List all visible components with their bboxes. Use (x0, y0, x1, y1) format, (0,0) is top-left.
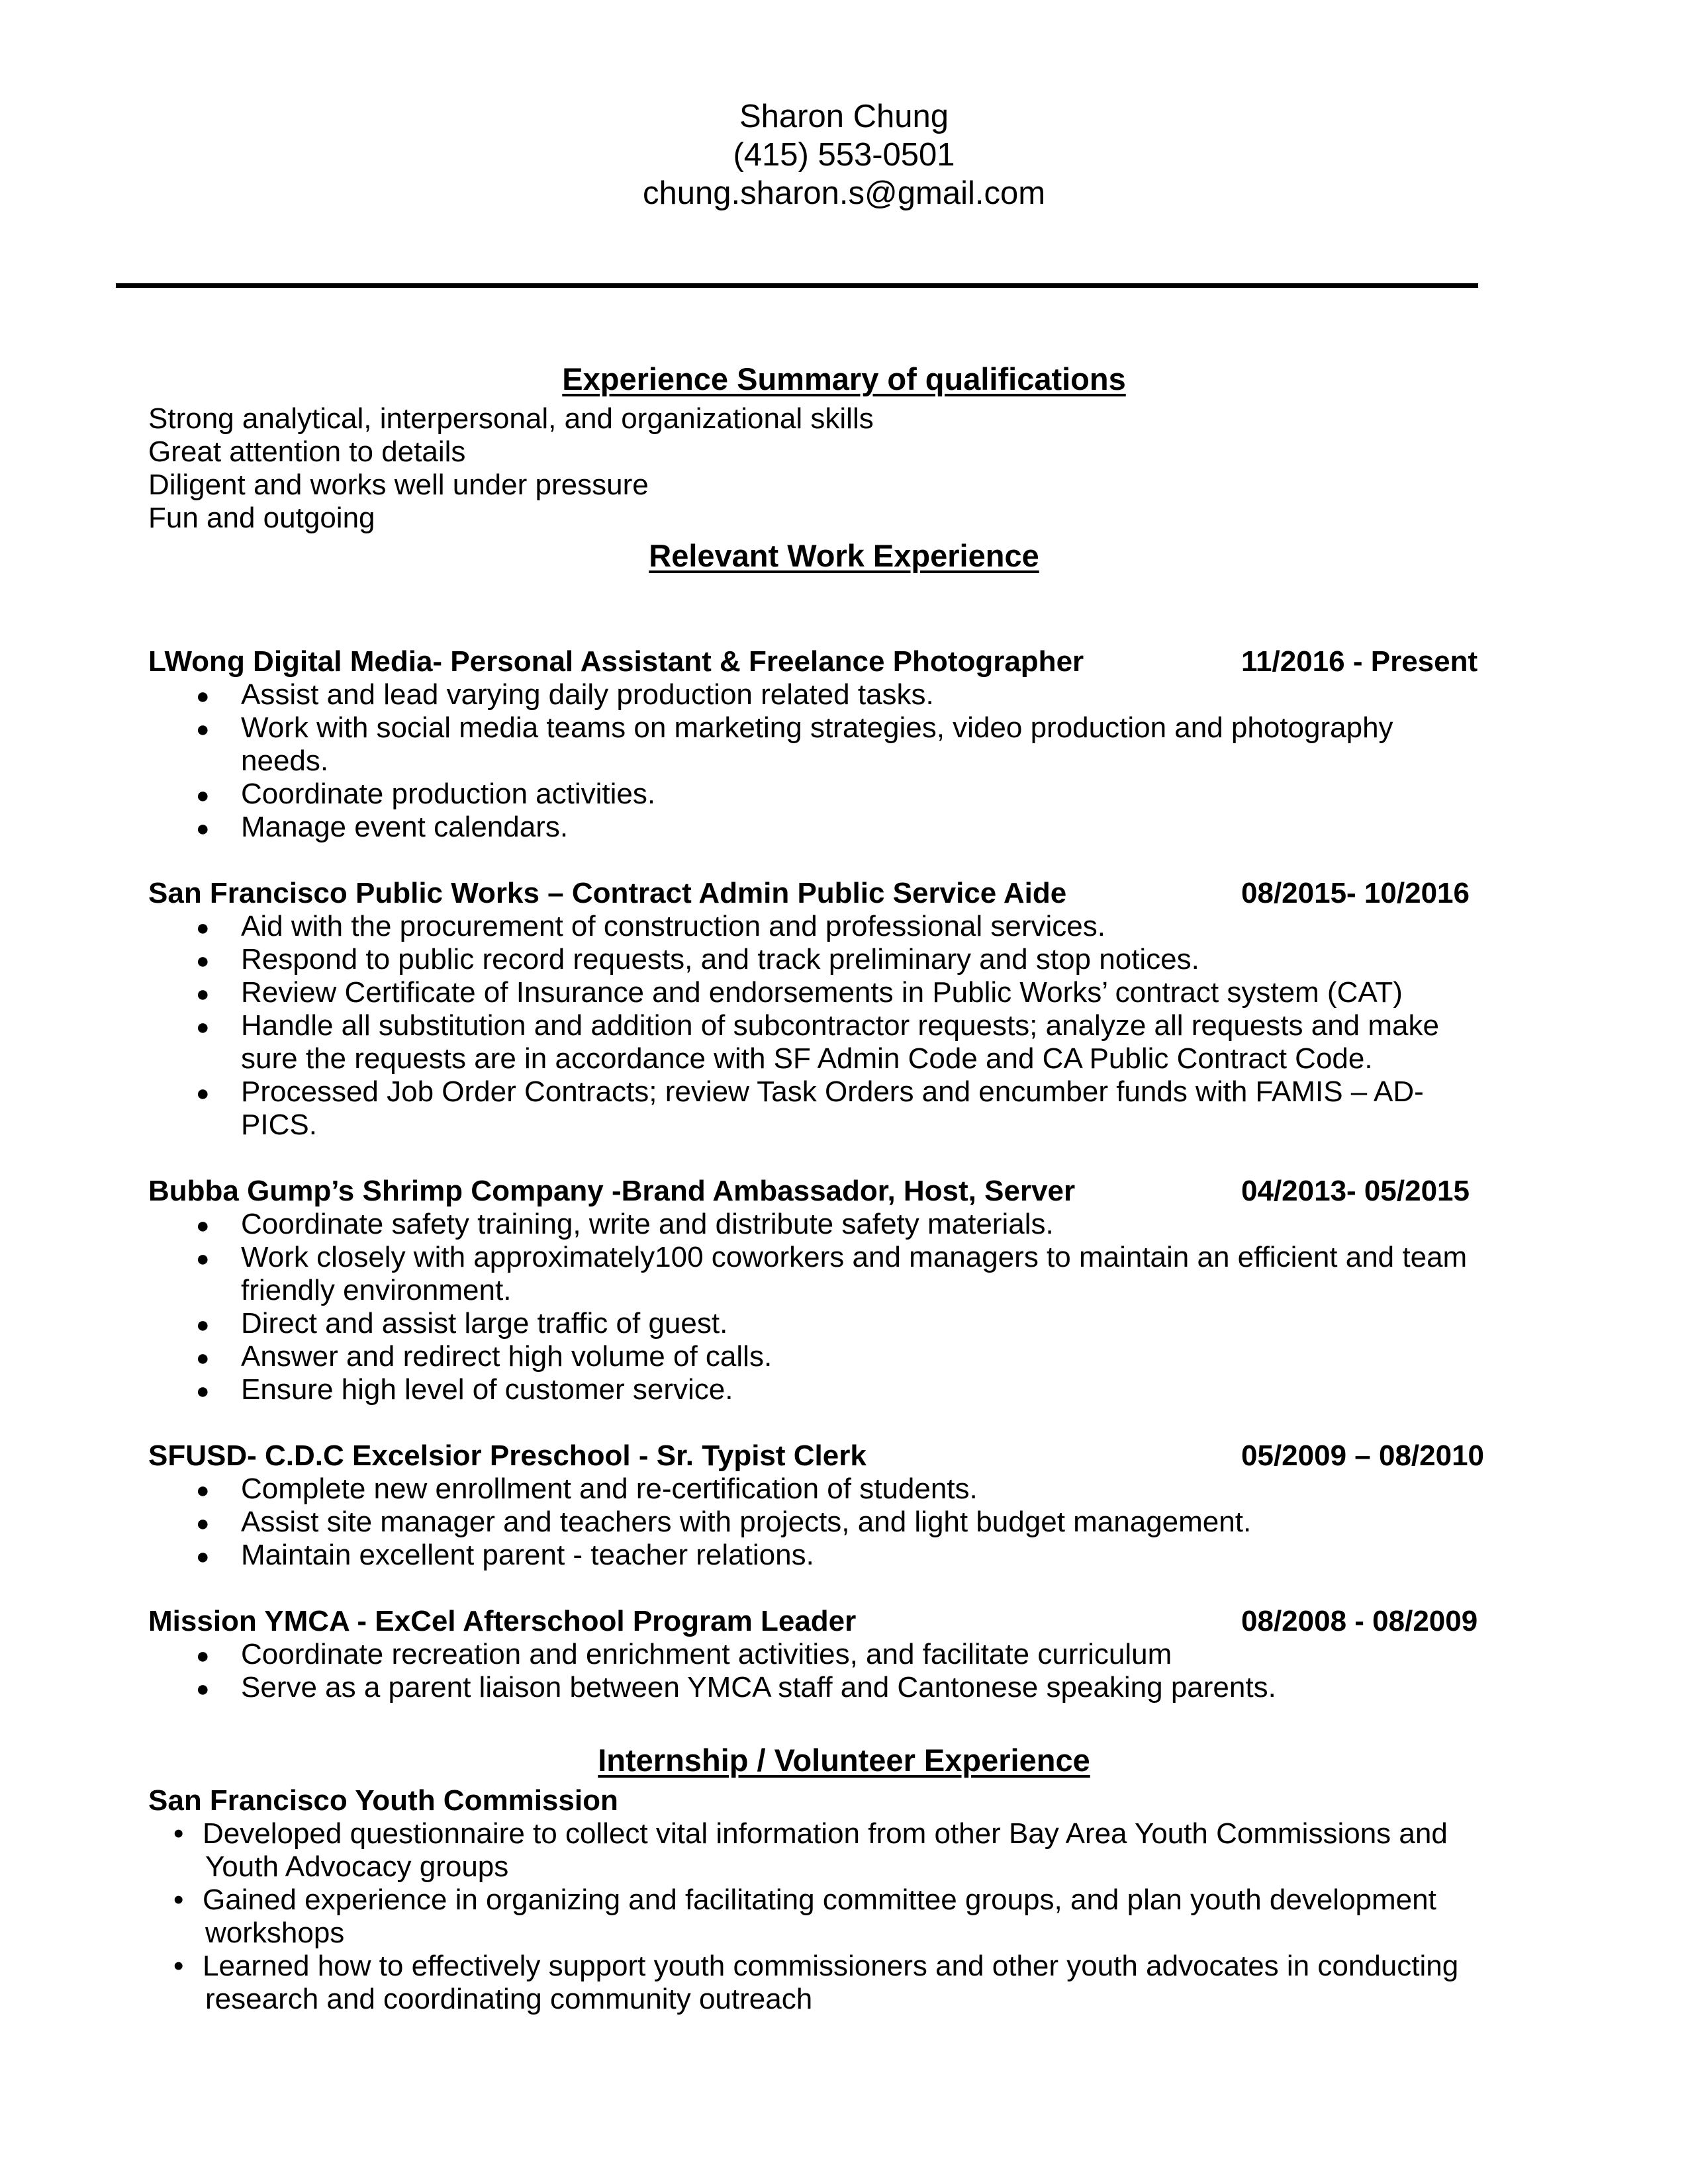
bullet-icon: ● (196, 1676, 210, 1702)
summary-heading: Experience Summary of qualifications (562, 361, 1126, 396)
bullet-icon: ● (196, 915, 210, 940)
job-bullet: Complete new enrollment and re-certification of students. (241, 1473, 978, 1505)
work-heading: Relevant Work Experience (649, 538, 1039, 573)
bullet-icon: ● (196, 783, 210, 808)
job-dates: 11/2016 - Present (1241, 645, 1478, 678)
job-bullet: Coordinate production activities. (241, 778, 656, 810)
summary-item: Diligent and works well under pressure (148, 469, 649, 501)
job-title-prefix: SFUSD (148, 1439, 248, 1472)
job-dates: 05/2009 – 08/2010 (1241, 1439, 1485, 1472)
candidate-name: Sharon Chung (739, 99, 949, 134)
candidate-phone: (415) 553-0501 (733, 137, 955, 173)
bullet-icon: ● (196, 1345, 210, 1371)
job-bullet: Coordinate safety training, write and distribute safety materials. (241, 1208, 1054, 1240)
bullet-icon: • (173, 1884, 184, 1916)
bullet-icon: ● (196, 1312, 210, 1338)
header-divider (116, 283, 1478, 288)
job-title: Mission YMCA - ExCel Afterschool Program Leader (148, 1605, 857, 1637)
bullet-icon: ● (196, 1213, 210, 1238)
candidate-email: chung.sharon.s@gmail.com (642, 175, 1046, 211)
job-bullet: Answer and redirect high volume of calls. (241, 1340, 773, 1373)
volunteer-bullet: Learned how to effectively support youth commissioners and other youth advocates in conducting (203, 1950, 1459, 1982)
job-bullet: Ensure high level of customer service. (241, 1373, 733, 1406)
bullet-icon: ● (196, 1015, 210, 1040)
bullet-icon: ● (196, 948, 210, 974)
job-bullet: Assist and lead varying daily production related tasks. (241, 678, 934, 711)
bullet-icon: ● (196, 1478, 210, 1503)
volunteer-heading: Internship / Volunteer Experience (598, 1743, 1090, 1778)
bullet-icon: ● (196, 717, 210, 742)
bullet-icon: • (173, 1950, 184, 1982)
job-bullet: Processed Job Order Contracts; review Task Orders and encumber funds with FAMIS – AD- (241, 1075, 1424, 1108)
job-bullet: Maintain excellent parent - teacher relations. (241, 1539, 814, 1571)
summary-item: Strong analytical, interpersonal, and organizational skills (148, 402, 874, 435)
job-bullet-continuation: needs. (241, 745, 329, 777)
job-bullet: Serve as a parent liaison between YMCA staff and Cantonese speaking parents. (241, 1671, 1276, 1704)
bullet-icon: ● (196, 684, 210, 709)
volunteer-bullet-continuation: workshops (205, 1917, 345, 1949)
summary-item: Fun and outgoing (148, 502, 375, 534)
summary-item: Great attention to details (148, 435, 466, 468)
volunteer-bullet: Developed questionnaire to collect vital information from other Bay Area Youth Commissions and (203, 1817, 1448, 1850)
bullet-icon: • (173, 1817, 184, 1850)
volunteer-bullet: Gained experience in organizing and facilitating committee groups, and plan youth development (203, 1884, 1436, 1916)
bullet-icon: ● (196, 1544, 210, 1569)
job-bullet-continuation: sure the requests are in accordance with SF Admin Code and CA Public Contract Code. (241, 1042, 1373, 1075)
job-title: LWong Digital Media- Personal Assistant & Freelance Photographer (148, 645, 1084, 678)
job-bullet: Aid with the procurement of construction and professional services. (241, 910, 1105, 942)
job-bullet-continuation: PICS. (241, 1109, 317, 1141)
job-bullet: Review Certificate of Insurance and endorsements in Public Works’ contract system (CAT) (241, 976, 1403, 1009)
job-bullet: Manage event calendars. (241, 811, 569, 843)
volunteer-bullet-continuation: Youth Advocacy groups (205, 1850, 509, 1883)
job-title: Bubba Gump’s Shrimp Company -Brand Ambassador, Host, Server (148, 1175, 1076, 1207)
job-dates: 08/2015- 10/2016 (1241, 877, 1470, 909)
job-bullet: Coordinate recreation and enrichment activities, and facilitate curriculum (241, 1638, 1172, 1670)
job-bullet: Handle all substitution and addition of subcontractor requests; analyze all requests and make (241, 1009, 1439, 1042)
bullet-icon: ● (196, 1379, 210, 1404)
job-bullet: Respond to public record requests, and track preliminary and stop notices. (241, 943, 1199, 976)
bullet-icon: ● (196, 1081, 210, 1106)
bullet-icon: ● (196, 1246, 210, 1271)
bullet-icon: ● (196, 1643, 210, 1668)
job-dates: 08/2008 - 08/2009 (1241, 1605, 1478, 1637)
volunteer-bullet-continuation: research and coordinating community outreach (205, 1983, 813, 2015)
job-title-rest: - C.D.C Excelsior Preschool - Sr. Typist Clerk (247, 1439, 867, 1472)
job-dates: 04/2013- 05/2015 (1241, 1175, 1470, 1207)
job-bullet: Assist site manager and teachers with projects, and light budget management. (241, 1506, 1252, 1538)
volunteer-org: San Francisco Youth Commission (148, 1784, 618, 1817)
job-bullet: Work with social media teams on marketing strategies, video production and photography (241, 711, 1393, 744)
bullet-icon: ● (196, 1511, 210, 1536)
job-bullet-continuation: friendly environment. (241, 1274, 512, 1306)
job-title (148, 1439, 867, 1473)
job-bullet: Work closely with approximately100 coworkers and managers to maintain an efficient and team (241, 1241, 1468, 1273)
bullet-icon: ● (196, 981, 210, 1007)
job-bullet: Direct and assist large traffic of guest. (241, 1307, 728, 1340)
job-title: San Francisco Public Works – Contract Admin Public Service Aide (148, 877, 1067, 909)
bullet-icon: ● (196, 816, 210, 841)
